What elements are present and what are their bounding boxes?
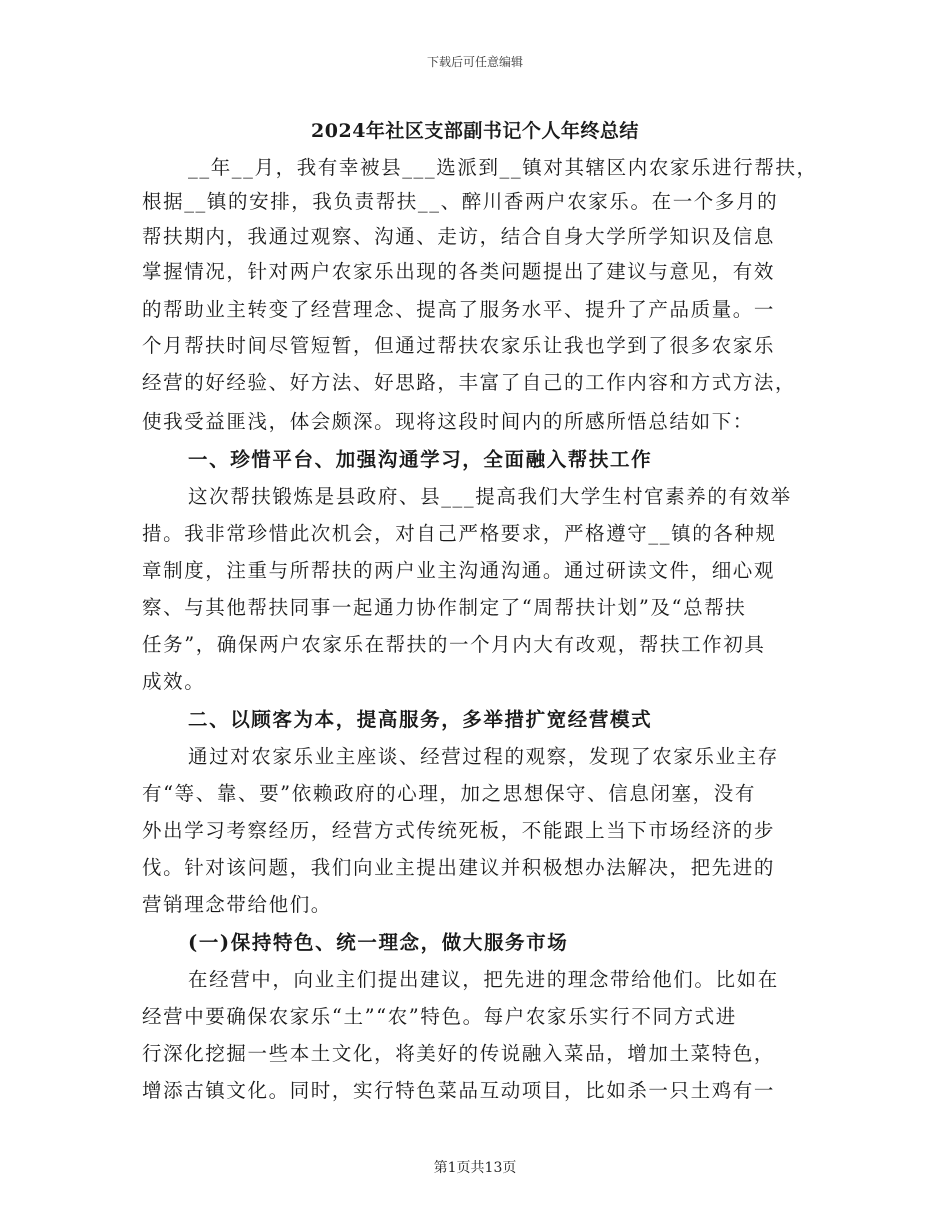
section-heading: 二、以顾客为本，提高服务，多举措扩宽经营模式 [188, 708, 653, 731]
paragraph-line: 这次帮扶锻炼是县政府、县___提高我们大学生村官素养的有效举 [188, 485, 792, 508]
subsection-heading: (一)保持特色、统一理念，做大服务市场 [188, 931, 569, 954]
paragraph-line: 增添古镇文化。同时，实行特色菜品互动项目，比如杀一只土鸡有一 [142, 1079, 776, 1102]
paragraph-line: 使我受益匪浅，体会颇深。现将这段时间内的所感所悟总结如下： [142, 410, 754, 433]
paragraph-line: 营销理念带给他们。 [142, 893, 332, 916]
paragraph-line: 成效。 [142, 670, 206, 693]
paragraph-line: 有“等、靠、要”依赖政府的心理，加之思想保守、信息闭塞，没有 [142, 782, 756, 805]
paragraph-line: 察、与其他帮扶同事一起通力协作制定了“周帮扶计划”及“总帮扶 [142, 596, 747, 619]
paragraph-line: 伐。针对该问题，我们向业主提出建议并积极想办法解决，把先进的 [142, 856, 776, 879]
paragraph-line: 掌握情况，针对两户农家乐出现的各类问题提出了建议与意见，有效 [142, 260, 776, 283]
paragraph-line: 措。我非常珍惜此次机会，对自己严格要求，严格遵守__镇的各种规 [142, 522, 777, 545]
page-footer: 第1页共13页 [433, 1160, 517, 1176]
paragraph-line: 经营中要确保农家乐“土”“农”特色。每户农家乐实行不同方式进 [142, 1005, 737, 1028]
paragraph-line: 在经营中，向业主们提出建议，把先进的理念带给他们。比如在 [188, 968, 779, 991]
paragraph-line: 章制度，注重与所帮扶的两户业主沟通沟通。通过研读文件，细心观 [142, 559, 776, 582]
paragraph-line: 经营的好经验、好方法、好思路，丰富了自己的工作内容和方式方法， [142, 371, 797, 394]
paragraph-line: 根据__镇的安排，我负责帮扶__、醉川香两户农家乐。在一个多月的 [142, 190, 779, 213]
header-note: 下载后可任意编辑 [426, 55, 523, 69]
paragraph-line: 外出学习考察经历，经营方式传统死板，不能跟上当下市场经济的步 [142, 819, 776, 842]
paragraph-line: 个月帮扶时间尽管短暂，但通过帮扶农家乐让我也学到了很多农家乐 [142, 334, 776, 357]
paragraph-line: __年__月，我有幸被县___选派到__镇对其辖区内农家乐进行帮扶， [188, 156, 818, 179]
paragraph-line: 的帮助业主转变了经营理念、提高了服务水平、提升了产品质量。一 [142, 298, 776, 321]
section-heading: 一、珍惜平台、加强沟通学习，全面融入帮扶工作 [188, 448, 653, 471]
document-title: 2024年社区支部副书记个人年终总结 [311, 120, 639, 142]
paragraph-line: 通过对农家乐业主座谈、经营过程的观察，发现了农家乐业主存 [188, 745, 779, 768]
paragraph-line: 帮扶期内，我通过观察、沟通、走访，结合自身大学所学知识及信息 [142, 225, 776, 248]
paragraph-line: 任务”，确保两户农家乐在帮扶的一个月内大有改观，帮扶工作初具 [142, 633, 766, 656]
paragraph-line: 行深化挖掘一些本土文化，将美好的传说融入菜品，增加土菜特色， [142, 1042, 776, 1065]
